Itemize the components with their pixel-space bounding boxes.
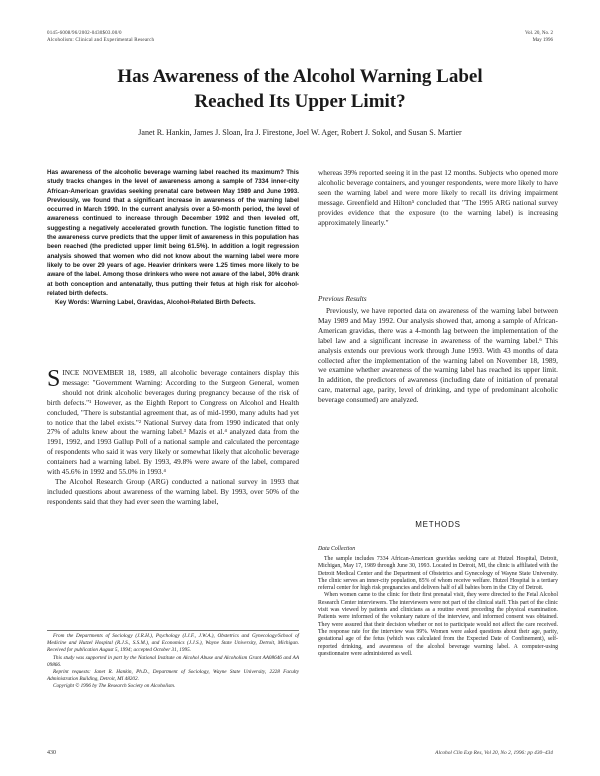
abstract bbox=[47, 168, 299, 307]
previous-results-text: Previously, we have reported data on awareness of the warning label between May 1989 and May 1992. Our analysis showed that, among a sample of African-American gravidas, there was a 4-month lag between the implementation of the label law and a significant increase in awareness of the warning label.⁶ This analysis extends our previous work through June 1993. With 43 months of data collected after the implementation of the warning label on November 18, 1989, we examine whether awareness of the warning label has reached its upper limit. In addition, the predictors of awareness (including date of initiation of prenatal care, maternal age, parity, level of drinking, and type of predominant alcoholic beverage consumed) are analyzed. bbox=[318, 306, 558, 405]
article-title bbox=[0, 64, 600, 114]
intro-paragraph-1 bbox=[47, 368, 299, 477]
issue-date: May 1996 bbox=[532, 38, 553, 43]
footnotes bbox=[47, 633, 299, 691]
citation-footer: Alcohol Clin Exp Res, Vol 20, No 2, 1996: pp 430–434 bbox=[435, 750, 553, 756]
volume-number: Vol. 20, No. 2 bbox=[525, 31, 553, 36]
intro-continuation bbox=[318, 168, 558, 227]
previous-results bbox=[318, 306, 558, 405]
reprint-note: Reprint requests: Janet R. Hankin, Ph.D., Department of Sociology, Wayne State University, 2228 Faculty Administration Building, Detroit, MI 48202. bbox=[47, 669, 299, 683]
support-note: This study was supported in part by the National Institute on Alcohol Abuse and Alcoholism Grant AA08646 and AA 09866. bbox=[47, 654, 299, 668]
journal-name: Alcoholism: Clinical and Experimental Research bbox=[47, 38, 155, 43]
keywords: Key Words: Warning Label, Gravidas, Alcohol-Related Birth Defects. bbox=[55, 299, 256, 307]
introduction bbox=[47, 368, 299, 507]
data-collection-heading: Data Collection bbox=[318, 546, 356, 552]
copyright-note: Copyright © 1996 by The Research Society on Alcoholism. bbox=[53, 683, 176, 690]
title-line-2: Reached Its Upper Limit? bbox=[194, 91, 406, 112]
author-list: Janet R. Hankin, James J. Sloan, Ira J. Firestone, Joel W. Ager, Robert J. Sokol, and Susan S. Martier bbox=[138, 128, 462, 137]
footnote-divider bbox=[47, 630, 299, 631]
drop-cap: S bbox=[47, 366, 61, 392]
methods-heading: METHODS bbox=[415, 520, 461, 529]
abstract-text: Has awareness of the alcoholic beverage warning label reached its maximum? This study tracks changes in the level of awareness among a sample of 7334 inner-city African-American gravidas seeking prenatal care between May 1989 and June 1993. Previously, we found that a significant increase in awareness of the warning label occurred in March 1990. In the current analysis over a 50-month period, the level of awareness continued to increase through December 1992 and then leveled off, suggesting a negatively accelerated growth function. The logistic function fitted to the awareness curve predicts that the upper limit of awareness in this population has been reached (the predicted upper limit being 61.5%). In addition a logit regression analysis showed that women who did not know about the warning label were more likely to be over 29 years of age. Heavier drinkers were 1.25 times more likely to be aware of the label. Among those drinkers who were not aware of the label, 30% drank at both conception and antenatally, thus putting their fetus at high risk for alcohol-related birth defects. bbox=[47, 169, 299, 297]
issue-header bbox=[525, 30, 553, 44]
journal-header bbox=[47, 30, 154, 44]
data-collection-paragraph-2: When women came to the clinic for their first prenatal visit, they were directed to the Fetal Alcohol Research Center interviewers. The interviewers were not part of the clinical staff. This part of the clinic visit was viewed by patients and clinicians as a routine event preceding the physical examination. Patients were informed of the voluntary nature of the interview, and informed consent was obtained. They were assured that their decision whether or not to participate would not affect the care received. The response rate for the interview was 99%. Women were asked questions about their age, parity, gestational age of the fetus (which was calculated from the Expected Date of Confinement), self-reported drinking, and awareness of the alcohol beverage warning label. A computer-using questionnaire were administered as well. bbox=[318, 592, 558, 657]
intro-continuation-text: whereas 39% reported seeing it in the past 12 months. Subjects who opened more alcoholic beverage containers, and younger respondents, were more likely to have seen the warning label and were more likely to recall its driving impairment message. Greenfield and Hilton⁵ concluded that "The 1995 ARG national survey provides evidence that the exposure (to the warning label) is increasing approximately linearly." bbox=[318, 168, 558, 227]
data-collection-paragraph-1: The sample includes 7334 African-American gravidas seeking care at Hutzel Hospital, Detroit, Michigan, May 17, 1989 through June 30, 1993. Located in Detroit, MI, the clinic is affiliated with the Detroit Medical Center and the Department of Obstetrics and Gynecology of Wayne State University. The clinic serves an inner-city population, 85% of whom receive welfare. Hutzel Hospital is a tertiary referral center for high risk pregnancies and delivers half of all babies born in the City of Detroit. bbox=[318, 556, 558, 592]
previous-results-heading: Previous Results bbox=[318, 294, 367, 303]
journal-code: 0145-6008/96/2002-0430$03.00/0 bbox=[47, 31, 122, 36]
intro-paragraph-2: The Alcohol Research Group (ARG) conducted a national survey in 1993 that included questions about awareness of the warning label. By 1993, over 50% of the respondents said that they had ever seen the warning label, bbox=[47, 476, 299, 506]
intro-paragraph-1-text: INCE NOVEMBER 18, 1989, all alcoholic beverage containers display this message: "Government Warning: According to the Surgeon General, women should not drink alcoholic beverages during pregnancy because of the risk of birth defects."¹ However, as the Eighth Report to Congress on Alcohol and Health concluded, "There is substantial agreement that, as of mid-1990, many adults had yet to notice that the label exists."² National Survey data from 1990 indicated that only 27% of adults knew about the warning label.³ Mazis et al.⁴ analyzed data from the 1991, 1992, and 1993 Gallup Poll of a national sample and calculated the percentage of respondents who said it was very likely or somewhat likely that alcoholic beverage containers had a warning label. By 1993, 49.8% were aware of the label, compared with 45.6% in 1992 and 55.0% in 1993.⁴ bbox=[47, 368, 299, 477]
data-collection bbox=[318, 556, 558, 658]
page-number: 430 bbox=[47, 750, 56, 756]
title-line-1: Has Awareness of the Alcohol Warning Label bbox=[117, 66, 483, 87]
affiliation-note: From the Departments of Sociology (J.R.H.), Psychology (I.J.F., J.W.A.), Obstetrics and Gynecology/School of Medicine and Hutzel Hospital (R.J.S., S.S.M.), and Economics (J.J.S.), Wayne State University, Detroit, Michigan. Received for publication August 5, 1994; accepted October 31, 1995. bbox=[47, 633, 299, 654]
